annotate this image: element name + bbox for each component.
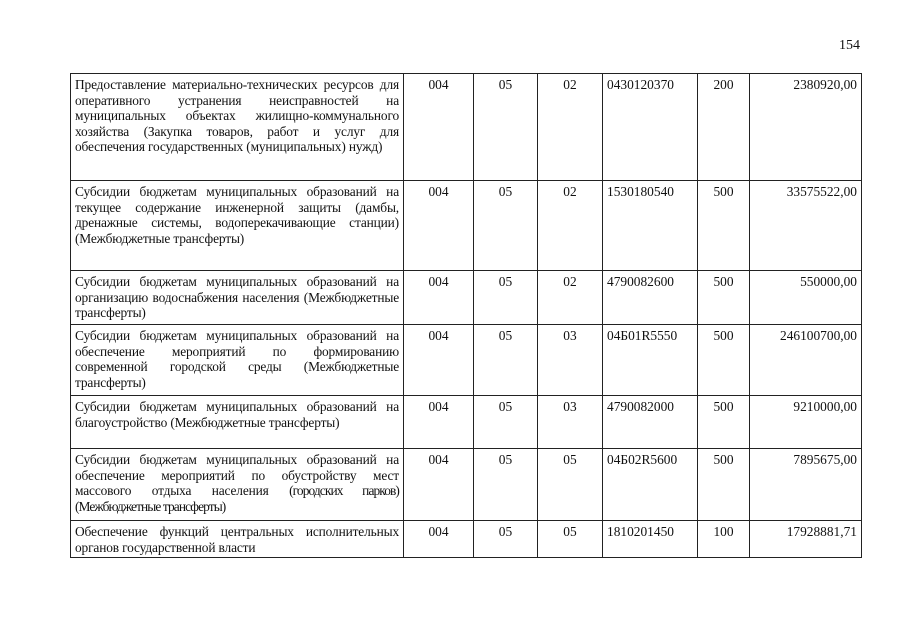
expense-type-code: 500 bbox=[698, 181, 750, 271]
section-code: 05 bbox=[474, 521, 538, 558]
subsection-code: 03 bbox=[538, 396, 603, 449]
ministry-code: 004 bbox=[404, 521, 474, 558]
ministry-code: 004 bbox=[404, 449, 474, 521]
target-article-code: 4790082000 bbox=[603, 396, 698, 449]
row-description: Предоставление материально-технических ресурсов для оперативного устранения неисправностей на муниципальных объектах жилищно-коммунального хозяйства (Закупка товаров, работ и услуг для обеспечения государственных (муниципальных) нужд) bbox=[71, 74, 404, 181]
expense-type-code: 100 bbox=[698, 521, 750, 558]
expense-type-code: 500 bbox=[698, 271, 750, 325]
subsection-code: 02 bbox=[538, 271, 603, 325]
section-code: 05 bbox=[474, 181, 538, 271]
section-code: 05 bbox=[474, 325, 538, 396]
row-description: Субсидии бюджетам муниципальных образований на обеспечение мероприятий по формированию современной городской среды (Межбюджетные трансферты) bbox=[71, 325, 404, 396]
table-row bbox=[71, 181, 862, 271]
page-number: 154 bbox=[839, 38, 860, 53]
table-row bbox=[71, 521, 862, 558]
ministry-code: 004 bbox=[404, 396, 474, 449]
expense-type-code: 500 bbox=[698, 325, 750, 396]
ministry-code: 004 bbox=[404, 74, 474, 181]
expense-type-code: 200 bbox=[698, 74, 750, 181]
expense-type-code: 500 bbox=[698, 396, 750, 449]
subsection-code: 03 bbox=[538, 325, 603, 396]
row-description-main: Субсидии бюджетам муниципальных образований на обеспечение мероприятий по обустройству мест массового отдыха населения bbox=[75, 452, 399, 498]
table-row bbox=[71, 396, 862, 449]
row-description: Субсидии бюджетам муниципальных образований на текущее содержание инженерной защиты (дамбы, дренажные системы, водоперекачивающие станции) (Межбюджетные трансферты) bbox=[71, 181, 404, 271]
row-description-tail: (городских парков) (Межбюджетные трансферты) bbox=[75, 483, 399, 514]
subsection-code: 02 bbox=[538, 181, 603, 271]
target-article-code: 4790082600 bbox=[603, 271, 698, 325]
section-code: 05 bbox=[474, 449, 538, 521]
amount: 2380920,00 bbox=[750, 74, 862, 181]
row-description: Обеспечение функций центральных исполнительных органов государственной власти bbox=[71, 521, 404, 558]
ministry-code: 004 bbox=[404, 181, 474, 271]
amount: 33575522,00 bbox=[750, 181, 862, 271]
target-article-code: 04Б01R5550 bbox=[603, 325, 698, 396]
target-article-code: 04Б02R5600 bbox=[603, 449, 698, 521]
table-row bbox=[71, 449, 862, 521]
section-code: 05 bbox=[474, 271, 538, 325]
row-description: Субсидии бюджетам муниципальных образований на благоустройство (Межбюджетные трансферты) bbox=[71, 396, 404, 449]
amount: 17928881,71 bbox=[750, 521, 862, 558]
amount: 246100700,00 bbox=[750, 325, 862, 396]
budget-table bbox=[70, 73, 862, 558]
row-description bbox=[71, 449, 404, 521]
section-code: 05 bbox=[474, 74, 538, 181]
table-row bbox=[71, 74, 862, 181]
subsection-code: 02 bbox=[538, 74, 603, 181]
ministry-code: 004 bbox=[404, 271, 474, 325]
target-article-code: 0430120370 bbox=[603, 74, 698, 181]
target-article-code: 1810201450 bbox=[603, 521, 698, 558]
table-row bbox=[71, 271, 862, 325]
expense-type-code: 500 bbox=[698, 449, 750, 521]
amount: 7895675,00 bbox=[750, 449, 862, 521]
ministry-code: 004 bbox=[404, 325, 474, 396]
target-article-code: 1530180540 bbox=[603, 181, 698, 271]
subsection-code: 05 bbox=[538, 521, 603, 558]
section-code: 05 bbox=[474, 396, 538, 449]
subsection-code: 05 bbox=[538, 449, 603, 521]
amount: 9210000,00 bbox=[750, 396, 862, 449]
table-row bbox=[71, 325, 862, 396]
amount: 550000,00 bbox=[750, 271, 862, 325]
row-description: Субсидии бюджетам муниципальных образований на организацию водоснабжения населения (Межбюджетные трансферты) bbox=[71, 271, 404, 325]
